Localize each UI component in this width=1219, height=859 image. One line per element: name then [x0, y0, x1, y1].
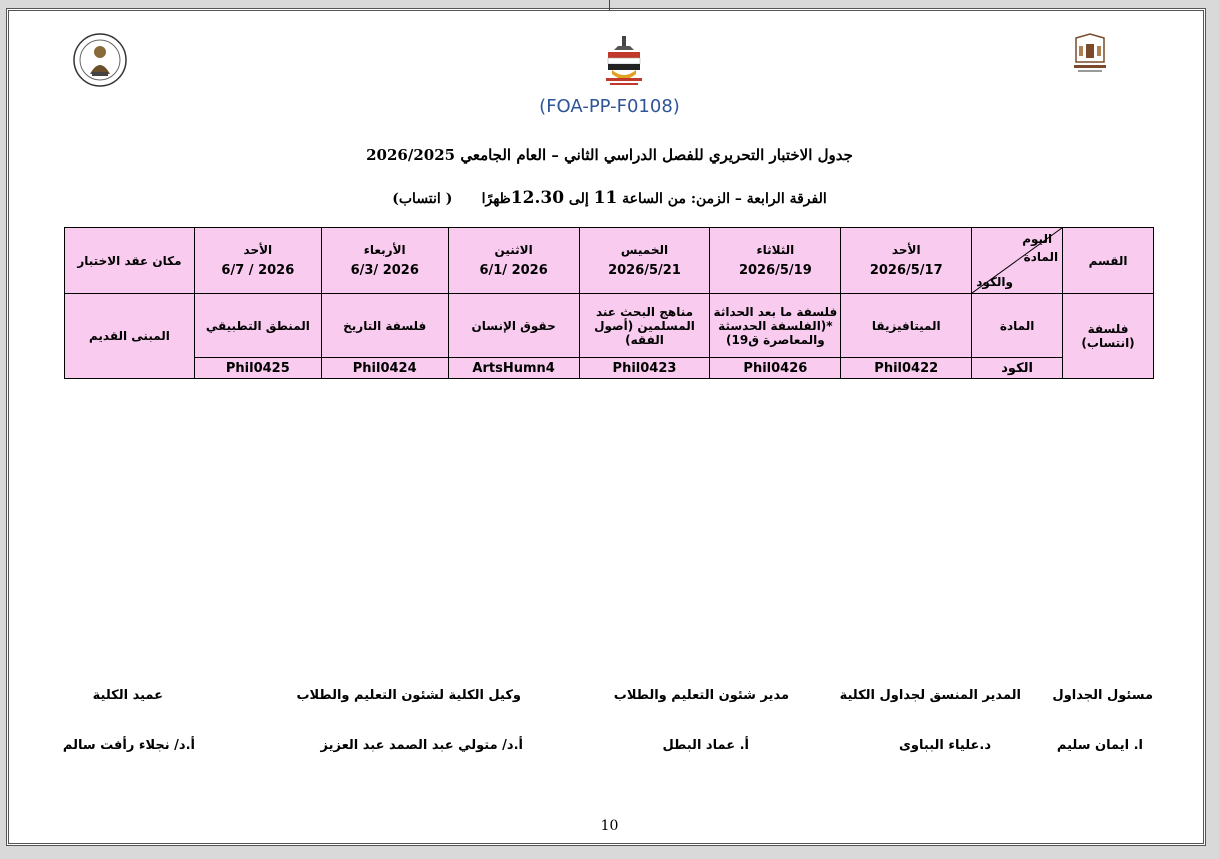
- day-date: 2026 /6/1: [479, 263, 548, 278]
- subject-cell: المنطق التطبيقي: [194, 294, 321, 358]
- day-name: الاثنين: [494, 243, 533, 257]
- signature-role: مدير شئون التعليم والطلاب: [613, 688, 789, 703]
- dept-header: القسم: [1063, 228, 1154, 294]
- diagonal-header-cell: [972, 228, 1063, 294]
- day-date: 2026 /6/3: [350, 263, 419, 278]
- location-cell: المبنى القديم: [65, 294, 195, 379]
- subject-cell: فلسفة ما بعد الحداثة *(الفلسفة الحدسثة والمعاصرة ق19): [710, 294, 841, 358]
- code-row: [65, 358, 1154, 379]
- day-header: [710, 228, 841, 294]
- signature-name: د.علياء البباوى: [899, 738, 991, 753]
- start-time: 11: [593, 188, 618, 208]
- exam-schedule-table: [64, 227, 1154, 379]
- study-mode: ( انتساب): [392, 191, 453, 207]
- day-date: 2026/5/19: [738, 263, 812, 278]
- subtitle-middle: إلى: [564, 191, 594, 207]
- document-page: [6, 8, 1206, 846]
- signature-name: أ. عماد البطل: [662, 738, 749, 753]
- day-date: 2026/5/17: [869, 263, 943, 278]
- subject-cell: فلسفة التاريخ: [321, 294, 448, 358]
- code-cell: Phil0423: [579, 358, 710, 379]
- diag-day-label: اليوم: [1022, 232, 1053, 246]
- subject-row: [65, 294, 1154, 358]
- diag-subject-label: المادة: [1023, 250, 1059, 264]
- day-header: [194, 228, 321, 294]
- subtitle-prefix: الفرقة الرابعة – الزمن: من الساعة: [617, 191, 827, 207]
- faculty-logo-icon: [600, 34, 648, 88]
- signature-name: أ.د/ متولي عبد الصمد عبد العزيز: [320, 738, 523, 753]
- signature-role: وكيل الكلية لشئون التعليم والطلاب: [296, 688, 521, 703]
- code-cell: Phil0422: [841, 358, 972, 379]
- signature-name: ا. ايمان سليم: [1056, 738, 1143, 753]
- day-name: الأربعاء: [363, 243, 406, 257]
- day-header: [841, 228, 972, 294]
- subject-cell: حقوق الإنسان: [448, 294, 579, 358]
- dept-cell: [1063, 294, 1154, 379]
- signature-name: أ.د/ نجلاء رأفت سالم: [62, 738, 195, 753]
- document-code: (FOA-PP-F0108): [539, 96, 680, 117]
- code-label: الكود: [972, 358, 1063, 379]
- subject-cell: مناهج البحث عند المسلمين (أصول الفقه): [579, 294, 710, 358]
- code-cell: Phil0425: [194, 358, 321, 379]
- day-date: 2026/5/21: [608, 263, 681, 278]
- code-cell: Phil0426: [710, 358, 841, 379]
- dept-name: فلسفة: [1087, 322, 1129, 336]
- subject-label: المادة: [972, 294, 1063, 358]
- day-name: الأحد: [891, 243, 921, 257]
- location-header: مكان عقد الاختبار: [65, 228, 195, 294]
- signature-role: عميد الكلية: [92, 688, 163, 703]
- dept-mode: (انتساب): [1081, 336, 1135, 350]
- code-cell: ArtsHumn4: [448, 358, 579, 379]
- top-tick-mark: [609, 0, 610, 10]
- university-seal-icon: [72, 32, 128, 88]
- schedule-subtitle: [0, 188, 1219, 208]
- code-cell: Phil0424: [321, 358, 448, 379]
- diag-code-label: والكود: [976, 275, 1013, 289]
- schedule-title: جدول الاختبار التحريري للفصل الدراسي الثاني – العام الجامعي 2026/2025: [366, 146, 853, 164]
- cairo-university-logo-icon: [1068, 32, 1112, 76]
- end-time: 12.30: [510, 188, 565, 208]
- subtitle-suffix: ظهرًا: [481, 191, 511, 207]
- table-header-row: [65, 228, 1154, 294]
- subject-cell: الميتافيزيقا: [841, 294, 972, 358]
- signature-role: المدير المنسق لجداول الكلية: [839, 688, 1021, 703]
- day-name: الخميس: [620, 243, 669, 257]
- day-date: 2026 / 6/7: [221, 263, 295, 278]
- day-name: الأحد: [243, 243, 273, 257]
- day-header: [448, 228, 579, 294]
- day-header: [321, 228, 448, 294]
- signature-role: مسئول الجداول: [1052, 688, 1153, 703]
- day-name: الثلاثاء: [756, 243, 795, 257]
- page-number: 10: [600, 818, 619, 834]
- day-header: [579, 228, 710, 294]
